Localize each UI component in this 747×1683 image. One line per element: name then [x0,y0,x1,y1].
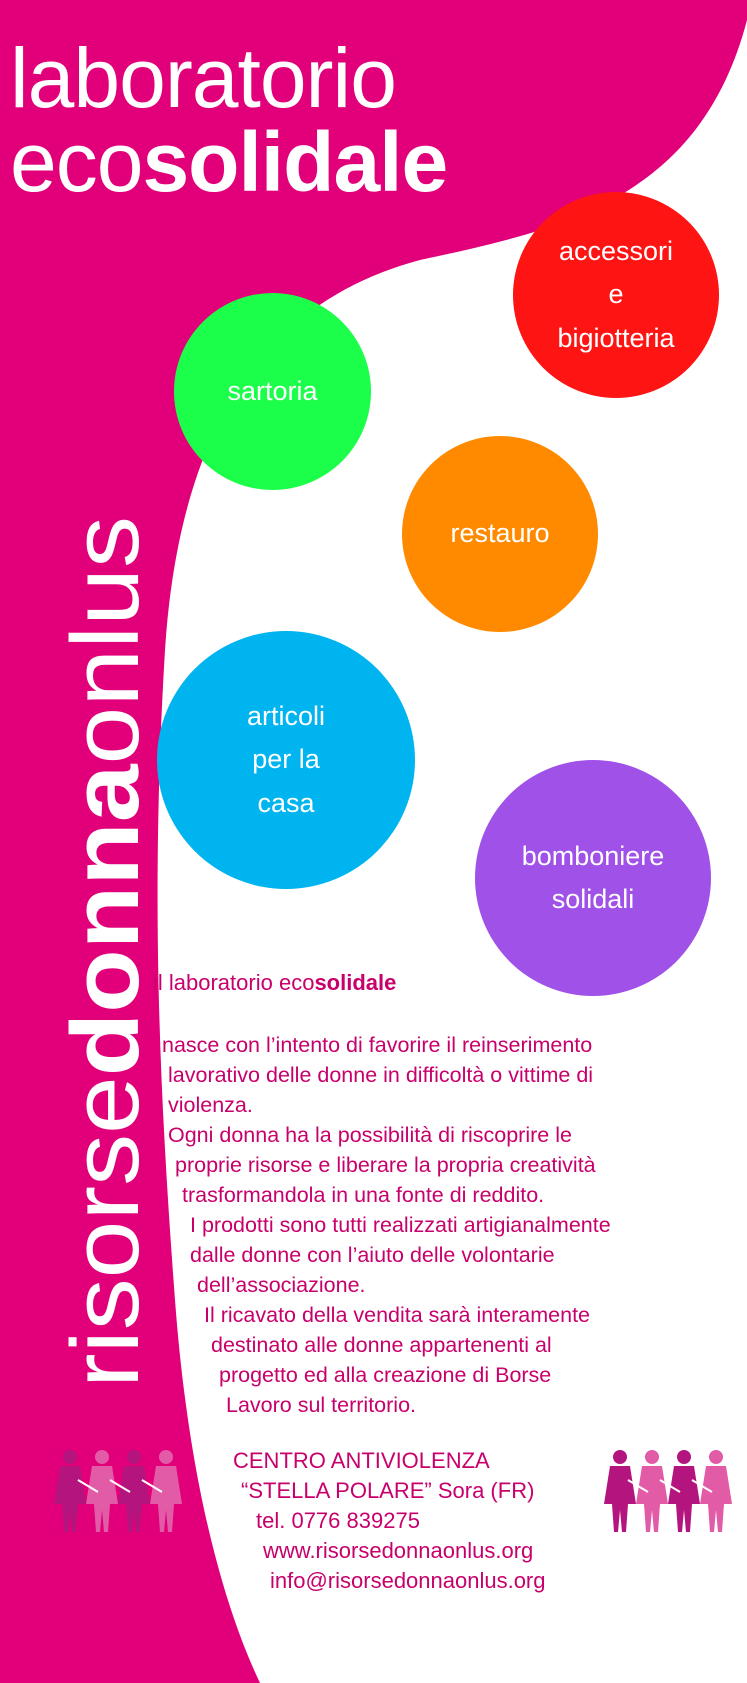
email-link[interactable]: info@risorsedonnaonlus.org [270,1568,546,1593]
body-line: dell’associazione. [197,1273,366,1297]
body-line: violenza. [168,1093,253,1117]
body-line: destinato alle donne appartenenti al [211,1333,552,1357]
body-line: progetto ed alla creazione di Borse [219,1363,552,1387]
intro-heading: il laboratorio ecosolidale [153,970,397,995]
women-figures-logo-left [54,1448,186,1534]
circle-restauro: restauro [402,436,598,632]
women-figures-logo-right [604,1448,736,1534]
body-line: proprie risorse e liberare la propria creatività [175,1153,596,1177]
contact-line: CENTRO ANTIVIOLENZA [233,1448,490,1473]
body-line: Ogni donna ha la possibilità di riscoprire le [168,1123,572,1147]
circle-sartoria: sartoria [174,293,371,490]
brand-risorse: risorse [52,1099,159,1388]
brand-donna: donna [52,788,159,1077]
title-line-1: laboratorio [10,31,396,125]
svg-text:risorsedonnaonlus [52,516,159,1388]
body-line: Il ricavato della vendita sarà interamente [204,1303,591,1327]
contact-line: “STELLA POLARE” Sora (FR) [241,1478,535,1503]
body-line: I prodotti sono tutti realizzati artigianalmente [190,1213,611,1237]
title-line-2: ecosolidale [10,115,448,209]
website-link[interactable]: www.risorsedonnaonlus.org [263,1538,534,1563]
body-line: nasce con l’intento di favorire il reinserimento [162,1033,593,1057]
body-line: lavorativo delle donne in difficoltà o vittime di [168,1063,594,1087]
body-line: trasformandola in una fonte di reddito. [182,1183,545,1207]
circle-accessori: accessori e bigiotteria [513,192,719,398]
body-line: Lavoro sul territorio. [226,1393,416,1417]
brand-onlus: onlus [52,534,159,765]
circle-bomboniere: bomboniere solidali [475,760,711,996]
contact-line: tel. 0776 839275 [256,1508,420,1533]
body-line: dalle donne con l’aiuto delle volontarie [190,1243,555,1267]
circle-articoli: articoli per la casa [157,631,415,889]
